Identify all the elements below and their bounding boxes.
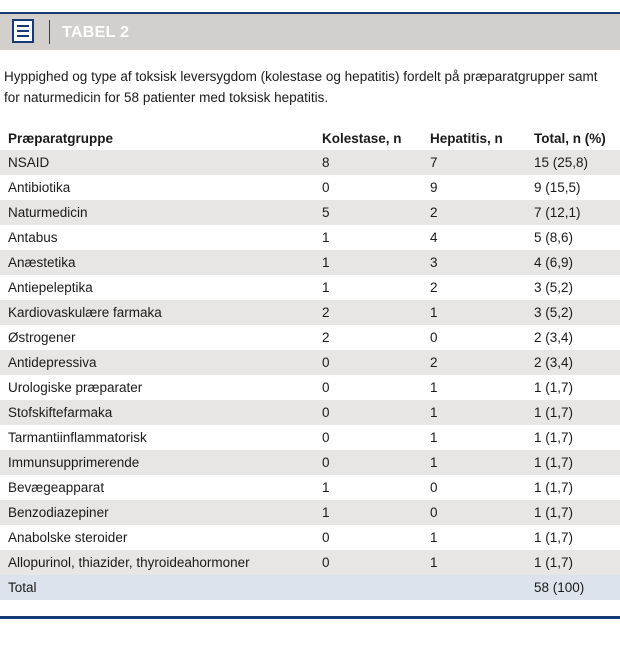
table-row xyxy=(0,400,620,425)
table-row xyxy=(0,200,620,225)
table-cell: Østrogener xyxy=(0,325,322,350)
table-row xyxy=(0,425,620,450)
column-header: Kolestase, n xyxy=(322,131,402,146)
table-cell: 3 (5,2) xyxy=(534,275,620,300)
table-cell: Antabus xyxy=(0,225,322,250)
table-cell: 5 (8,6) xyxy=(534,225,620,250)
table-row xyxy=(0,525,620,550)
table-cell: NSAID xyxy=(0,150,322,175)
table-cell: 2 xyxy=(430,350,534,375)
table-cell: 2 (3,4) xyxy=(534,325,620,350)
column-header: Præparatgruppe xyxy=(8,131,114,146)
table-cell: 8 xyxy=(322,150,430,175)
table-header-bar xyxy=(0,12,620,50)
table-cell: 4 xyxy=(430,225,534,250)
table-cell: 1 xyxy=(322,275,430,300)
table-cell: Urologiske præparater xyxy=(0,375,322,400)
table-cell: 0 xyxy=(322,450,430,475)
table-cell: 3 (5,2) xyxy=(534,300,620,325)
table-cell: Benzodiazepiner xyxy=(0,500,322,525)
table-cell: Tarmantiinflammatorisk xyxy=(0,425,322,450)
table-cell: 0 xyxy=(322,375,430,400)
table-cell: 1 (1,7) xyxy=(534,525,620,550)
table-row xyxy=(0,300,620,325)
table-row xyxy=(0,175,620,200)
table-cell: 2 xyxy=(430,200,534,225)
table-cell: 1 (1,7) xyxy=(534,375,620,400)
table-cell: Antiepeleptika xyxy=(0,275,322,300)
table-cell: 0 xyxy=(430,500,534,525)
column-header: Hepatitis, n xyxy=(430,131,503,146)
table-cell: 9 (15,5) xyxy=(534,175,620,200)
table-row xyxy=(0,550,620,575)
table-cell: Anabolske steroider xyxy=(0,525,322,550)
table-cell: Naturmedicin xyxy=(0,200,322,225)
table-caption: Hyppighed og type af toksisk leversygdom (kolestase og hepatitis) fordelt på præparatgrupper samt for naturmedicin for 58 patienter med toksisk hepatitis. xyxy=(4,69,598,105)
table-cell: 0 xyxy=(322,350,430,375)
table-cell: 1 xyxy=(322,500,430,525)
table-cell: 1 xyxy=(430,550,534,575)
table-cell: 1 (1,7) xyxy=(534,400,620,425)
table-row xyxy=(0,275,620,300)
table-row xyxy=(0,500,620,525)
table-cell: Bevægeapparat xyxy=(0,475,322,500)
table-cell: 4 (6,9) xyxy=(534,250,620,275)
table-row xyxy=(0,150,620,175)
table-cell: 1 (1,7) xyxy=(534,475,620,500)
table-cell xyxy=(322,575,430,600)
table-row xyxy=(0,375,620,400)
table-cell: 0 xyxy=(322,525,430,550)
table-cell: 3 xyxy=(430,250,534,275)
table-cell: 15 (25,8) xyxy=(534,150,620,175)
table-row xyxy=(0,475,620,500)
table-cell: 0 xyxy=(322,425,430,450)
table-cell: Total xyxy=(0,575,322,600)
table-cell: 2 (3,4) xyxy=(534,350,620,375)
table-cell: 2 xyxy=(430,275,534,300)
table-cell: 1 xyxy=(430,450,534,475)
table-cell: 5 xyxy=(322,200,430,225)
table-cell: 1 xyxy=(430,525,534,550)
table-cell: 2 xyxy=(322,300,430,325)
document-icon xyxy=(12,19,34,43)
table-cell: 0 xyxy=(322,400,430,425)
table-cell: 1 (1,7) xyxy=(534,450,620,475)
table-cell: 1 (1,7) xyxy=(534,425,620,450)
header-divider xyxy=(49,20,50,44)
column-header: Total, n (%) xyxy=(534,131,606,146)
table-row xyxy=(0,325,620,350)
table-cell xyxy=(430,575,534,600)
table-cell: 9 xyxy=(430,175,534,200)
table-cell: 1 xyxy=(322,475,430,500)
table-cell: Antidepressiva xyxy=(0,350,322,375)
table-cell: 0 xyxy=(322,175,430,200)
table-cell: 58 (100) xyxy=(534,575,620,600)
table-cell: 1 xyxy=(322,225,430,250)
table-cell: 1 (1,7) xyxy=(534,550,620,575)
table-cell: 0 xyxy=(430,475,534,500)
table-cell: 1 xyxy=(430,300,534,325)
data-table xyxy=(0,127,620,600)
table-row xyxy=(0,225,620,250)
table-cell: 0 xyxy=(322,550,430,575)
table-cell: Kardiovaskulære farmaka xyxy=(0,300,322,325)
table-cell: Allopurinol, thiazider, thyroideahormoner xyxy=(0,550,322,575)
table-cell: 1 xyxy=(322,250,430,275)
table-cell: Stofskiftefarmaka xyxy=(0,400,322,425)
table-cell: Antibiotika xyxy=(0,175,322,200)
table-cell: 1 xyxy=(430,425,534,450)
table-cell: 1 (1,7) xyxy=(534,500,620,525)
table-cell: 0 xyxy=(430,325,534,350)
table-row xyxy=(0,250,620,275)
bottom-rule xyxy=(0,616,620,619)
table-label: TABEL 2 xyxy=(62,24,130,41)
table-cell: 7 xyxy=(430,150,534,175)
table-header-row xyxy=(0,127,620,150)
table-row xyxy=(0,450,620,475)
table-cell: Anæstetika xyxy=(0,250,322,275)
total-row xyxy=(0,575,620,600)
table-cell: Immunsupprimerende xyxy=(0,450,322,475)
table-cell: 7 (12,1) xyxy=(534,200,620,225)
table-cell: 2 xyxy=(322,325,430,350)
table-row xyxy=(0,350,620,375)
table-cell: 1 xyxy=(430,375,534,400)
table-cell: 1 xyxy=(430,400,534,425)
